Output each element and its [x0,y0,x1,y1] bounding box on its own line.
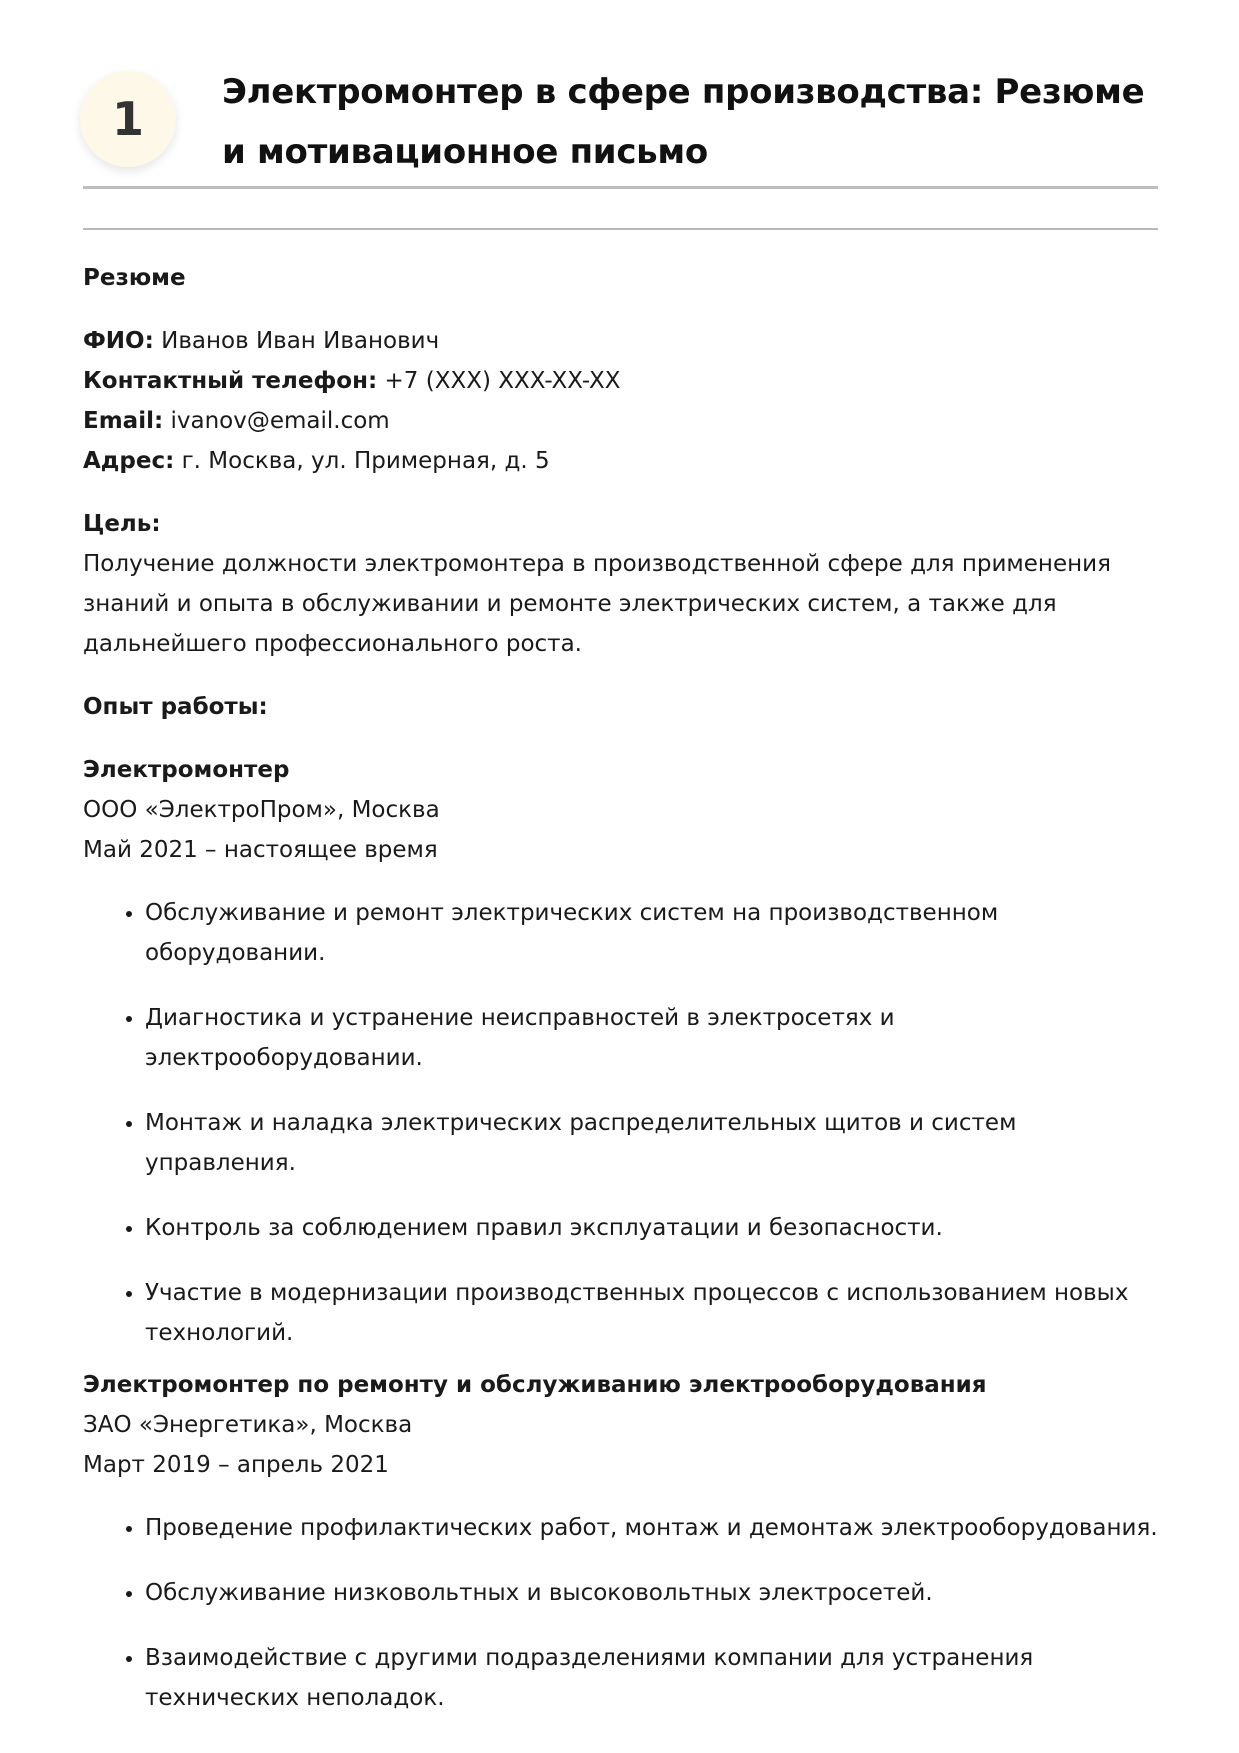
contact-name [83,321,1158,361]
contact-value: г. Москва, ул. Примерная, д. 5 [181,448,550,474]
document-header [83,0,1158,190]
job-entry [83,750,1158,1353]
list-item: • Обслуживание низковольтных и высоковольтных электросетей. [145,1573,1158,1613]
goal-heading: Цель: [83,511,161,537]
job-period: Май 2021 – настоящее время [83,837,438,863]
job-company: ООО «ЭлектроПром», Москва [83,797,440,823]
job-company: ЗАО «Энергетика», Москва [83,1412,413,1438]
contact-value: ivanov@email.com [170,408,390,434]
goal-text: Получение должности электромонтера в производственной сфере для применения знаний и опыта в обслуживании и ремонте электрических систем, а также для дальнейшего профессионального роста. [83,551,1111,657]
job-duties-list [83,1508,1158,1718]
list-item: • Монтаж и наладка электрических распределительных щитов и систем управления. [145,1103,1158,1183]
job-entry [83,1365,1158,1718]
contact-address [83,441,1158,481]
contact-label: Email: [83,408,164,434]
job-duties-list [83,893,1158,1353]
experience-heading: Опыт работы: [83,694,268,720]
section-divider [83,228,1158,230]
contact-label: Адрес: [83,448,175,474]
list-item: • Обслуживание и ремонт электрических систем на производственном оборудовании. [145,893,1158,973]
list-item: • Контроль за соблюдением правил эксплуатации и безопасности. [145,1208,1158,1248]
contact-block [83,321,1158,481]
resume-content [83,258,1158,1743]
contact-value: Иванов Иван Иванович [161,328,440,354]
page-title: Электромонтер в сфере производства: Резюме и мотивационное письмо [222,72,1145,172]
contact-email [83,401,1158,441]
document-page [83,0,1158,1711]
contact-phone [83,361,1158,401]
list-item: • Участие в модернизации производственных процессов с использованием новых технологий. [145,1273,1158,1353]
job-position: Электромонтер [83,757,290,783]
job-period: Март 2019 – апрель 2021 [83,1452,389,1478]
list-item: • Взаимодействие с другими подразделениями компании для устранения технических неполадок. [145,1638,1158,1718]
job-position: Электромонтер по ремонту и обслуживанию электрооборудования [83,1372,987,1398]
section-number-badge: 1 [80,71,176,167]
contact-label: ФИО: [83,328,154,354]
resume-heading: Резюме [83,265,186,291]
contact-value: +7 (XXX) XXX-XX-XX [384,368,621,394]
list-item: • Проведение профилактических работ, монтаж и демонтаж электрооборудования. [145,1508,1158,1548]
contact-label: Контактный телефон: [83,368,378,394]
header-divider [83,186,1158,189]
list-item: • Диагностика и устранение неисправностей в электросетях и электрооборудовании. [145,998,1158,1078]
